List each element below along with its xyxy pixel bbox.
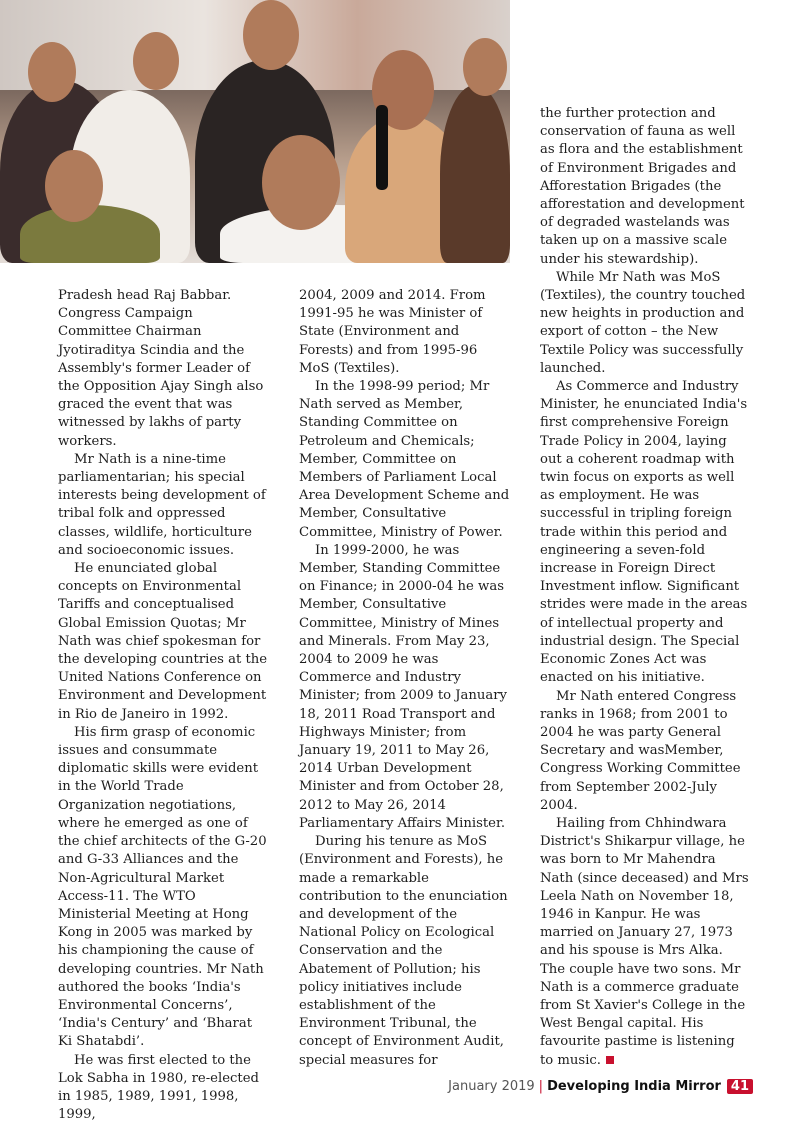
- page-number: 41: [727, 1079, 753, 1094]
- article-column-2: [299, 287, 511, 1070]
- paragraph: As Commerce and Industry Minister, he enunciated India's first comprehensive Foreign Trade Policy in 2004, laying out a coherent roadmap with twin focus on exports as well as employment. He was successful in tripling foreign trade within this period and engineering a seven-fold increase in Foreign Direct Investment inflow. Significant strides were made in the areas of intellectual property and industrial design. The Special Economic Zones Act was enacted on his initiative.: [540, 379, 748, 686]
- paragraph: In 1999-2000, he was Member, Standing Committee on Finance; in 2000-04 he was Member, Consultative Committee, Ministry of Mines and Minerals. From May 23, 2004 to 2009 he was Commerce and Industry Minister; from 2009 to January 18, 2011 Road Transport and Highways Minister; from January 19, 2011 to May 26, 2014 Urban Development Minister and from October 28, 2012 to May 26, 2014 Parliamentary Affairs Minister.: [299, 542, 507, 831]
- photo-figure: [243, 0, 299, 70]
- paragraph-last: [540, 815, 752, 1070]
- paragraph-text: Hailing from Chhindwara District's Shikarpur village, he was born to Mr Mahendra Nath (since deceased) and Mrs Leela Nath on November 18, 1946 in Kanpur. He was married on January 27, 1973 and his spouse is Mrs Alka. The couple have two sons. Mr Nath is a commerce graduate from St Xavier's College in the West Bengal capital. His favourite pastime is listening to music.: [540, 815, 749, 1068]
- paragraph: 2004, 2009 and 2014. From 1991-95 he was Minister of State (Environment and Forests) and from 1995-96 MoS (Textiles).: [299, 288, 486, 376]
- magazine-name: Developing India Mirror: [547, 1078, 721, 1094]
- article-column-1: [58, 287, 270, 1124]
- page-footer: [448, 1076, 753, 1096]
- paragraph: Mr Nath entered Congress ranks in 1968; from 2001 to 2004 he was party General Secretary and wasMember, Congress Working Committee from September 2002-July 2004.: [540, 688, 741, 813]
- paragraph: His firm grasp of economic issues and consummate diplomatic skills were evident in the World Trade Organization negotiations, where he emerged as one of the chief architects of the G-20 and G-33 Alliances and the Non-Agricultural Market Access-11. The WTO Ministerial Meeting at Hong Kong in 2005 was marked by his championing the cause of developing countries. Mr Nath authored the books ‘India's Environmental Concerns’, ‘India's Century’ and ‘Bharat Ki Shatabdi’.: [58, 724, 267, 1050]
- paragraph: Mr Nath is a nine-time parliamentarian; his special interests being development of tribal folk and oppressed classes, wildlife, horticulture and socioeconomic issues.: [58, 451, 266, 558]
- microphone: [376, 105, 388, 190]
- photo-figure: [28, 42, 76, 102]
- footer-separator: |: [538, 1078, 544, 1094]
- paragraph: He was first elected to the Lok Sabha in 1980, re-elected in 1985, 1989, 1991, 1998, 1999,: [58, 1052, 259, 1123]
- paragraph: While Mr Nath was MoS (Textiles), the country touched new heights in production and export of cotton – the New Textile Policy was successfully launched.: [540, 269, 746, 376]
- article-column-3: [540, 105, 752, 1070]
- paragraph: During his tenure as MoS (Environment and Forests), he made a remarkable contribution to the enunciation and development of the National Policy on Ecological Conservation and the Abatement of Pollution; his policy initiatives include establishment of the Environment Tribunal, the concept of Environment Audit, special measures for: [299, 834, 508, 1068]
- photo-figure: [463, 38, 507, 96]
- paragraph: Pradesh head Raj Babbar. Congress Campaign Committee Chairman Jyotiraditya Scindia and the Assembly's former Leader of the Opposition Ajay Singh also graced the event that was witnessed by lakhs of party workers.: [58, 288, 264, 449]
- paragraph: the further protection and conservation of fauna as well as flora and the establishment of Environment Brigades and Afforestation Brigades (the afforestation and development of degraded wastelands was taken up on a massive scale under his stewardship).: [540, 106, 745, 267]
- event-photo: [0, 0, 510, 263]
- paragraph: In the 1998-99 period; Mr Nath served as Member, Standing Committee on Petroleum and Chemicals; Member, Committee on Members of Parliament Local Area Development Scheme and Member, Consultative Committee, Ministry of Power.: [299, 379, 510, 540]
- photo-figure: [133, 32, 179, 90]
- photo-figure: [262, 135, 340, 230]
- paragraph: He enunciated global concepts on Environmental Tariffs and conceptualised Global Emission Quotas; Mr Nath was chief spokesman for the developing countries at the United Nations Conference on Environment and Development in Rio de Janeiro in 1992.: [58, 561, 268, 722]
- end-of-article-mark: [606, 1056, 614, 1064]
- photo-figure: [440, 85, 510, 263]
- issue-date: January 2019: [448, 1078, 535, 1094]
- photo-figure: [45, 150, 103, 222]
